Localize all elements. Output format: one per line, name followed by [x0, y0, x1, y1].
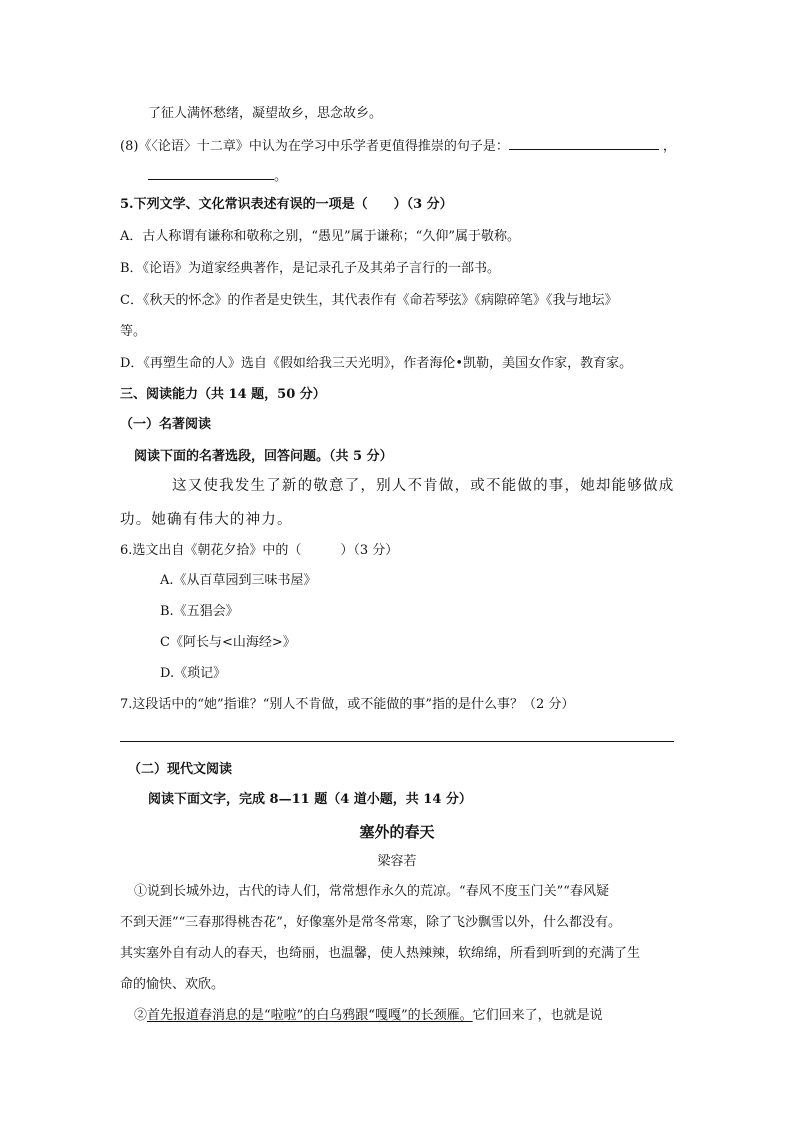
paragraph-2-rest: 它们回来了，也就是说: [472, 1008, 603, 1023]
poem-explanation-tail: 了征人满怀愁绪，凝望故乡，思念故乡。: [148, 106, 383, 121]
answer-blank-2[interactable]: [148, 165, 274, 180]
paragraph-1-line-1: ①说到长城外边，古代的诗人们，常常想作永久的荒凉。“春风不度玉门关”“春风疑: [134, 884, 609, 899]
instruction-1: 阅读下面的名著选段，回答问题。（共 5 分）: [134, 449, 393, 464]
question-5-option-c-cont: 等。: [120, 324, 147, 339]
paragraph-number: ②: [134, 1008, 148, 1023]
answer-line[interactable]: [120, 741, 674, 742]
paragraph-2-line-1: [134, 1006, 603, 1026]
comma: ，: [662, 139, 676, 154]
question-7: 7.这段话中的“她”指谁？“别人不肯做，或不能做的事”指的是什么事？（2 分）: [120, 697, 575, 712]
instruction-2: 阅读下面文字，完成 8—11 题（4 道小题，共 14 分）: [148, 792, 472, 807]
section-3-heading: 三、阅读能力（共 14 题，50 分）: [120, 387, 326, 402]
underlined-sentence: 首先报道春消息的是“啦啦”的白乌鸦跟“嘎嘎”的长颈雁。: [147, 1008, 473, 1023]
question-6-option-b: B.《五猖会》: [160, 604, 239, 619]
excerpt-line-2: 功。她确有伟大的神力。: [120, 512, 293, 528]
article-title: 塞外的春天: [359, 823, 435, 841]
question-5: 5.下列文学、文化常识表述有误的一项是（ ）（3 分）: [120, 197, 453, 212]
question-5-option-c: C．《秋天的怀念》的作者是史铁生，其代表作有《命若琴弦》《病隙碎笔》《我与地坛》: [120, 293, 618, 308]
question-8-line-2: [148, 165, 287, 187]
paragraph-1-line-4: 命的愉快、欢欣。: [120, 977, 225, 992]
question-5-option-a: A．古人称谓有谦称和敬称之别，“愚见”属于谦称；“久仰”属于敬称。: [120, 229, 520, 244]
question-6-option-a: A.《从百草园到三味书屋》: [160, 573, 317, 588]
question-8-line: [120, 135, 676, 157]
question-6-option-c: C《阿长与<山海经>》: [160, 635, 296, 650]
question-6-option-d: D.《琐记》: [160, 666, 227, 681]
question-6: 6.选文出自《朝花夕拾》中的（ ）（3 分）: [120, 543, 399, 558]
paragraph-1-line-2: 不到天涯”“三春那得桃杏花”，好像塞外是常冬常寒，除了飞沙飘雪以外，什么都没有。: [120, 915, 621, 930]
subsection-2-heading: （二）现代文阅读: [128, 762, 233, 777]
question-8-text: (8)《〈论语〉十二章》中认为在学习中乐学者更值得推崇的句子是：: [120, 139, 509, 154]
subsection-1-heading: （一）名著阅读: [120, 417, 212, 432]
article-author: 梁容若: [377, 854, 417, 869]
excerpt-line-1: 这又使我发生了新的敬意了，别人不肯做，或不能做的事，她却能够做成: [172, 478, 675, 494]
question-5-option-d: D．《再塑生命的人》选自《假如给我三天光明》，作者海伦•凯勒，美国女作家，教育家。: [120, 356, 633, 371]
period: 。: [274, 169, 288, 184]
question-5-option-b: B．《论语》为道家经典著作，是记录孔子及其弟子言行的一部书。: [120, 261, 501, 276]
paragraph-1-line-3: 其实塞外自有动人的春天，也绮丽，也温馨，使人热辣辣，软绵绵，所看到听到的充满了生: [120, 946, 641, 961]
answer-blank-1[interactable]: [509, 135, 659, 150]
